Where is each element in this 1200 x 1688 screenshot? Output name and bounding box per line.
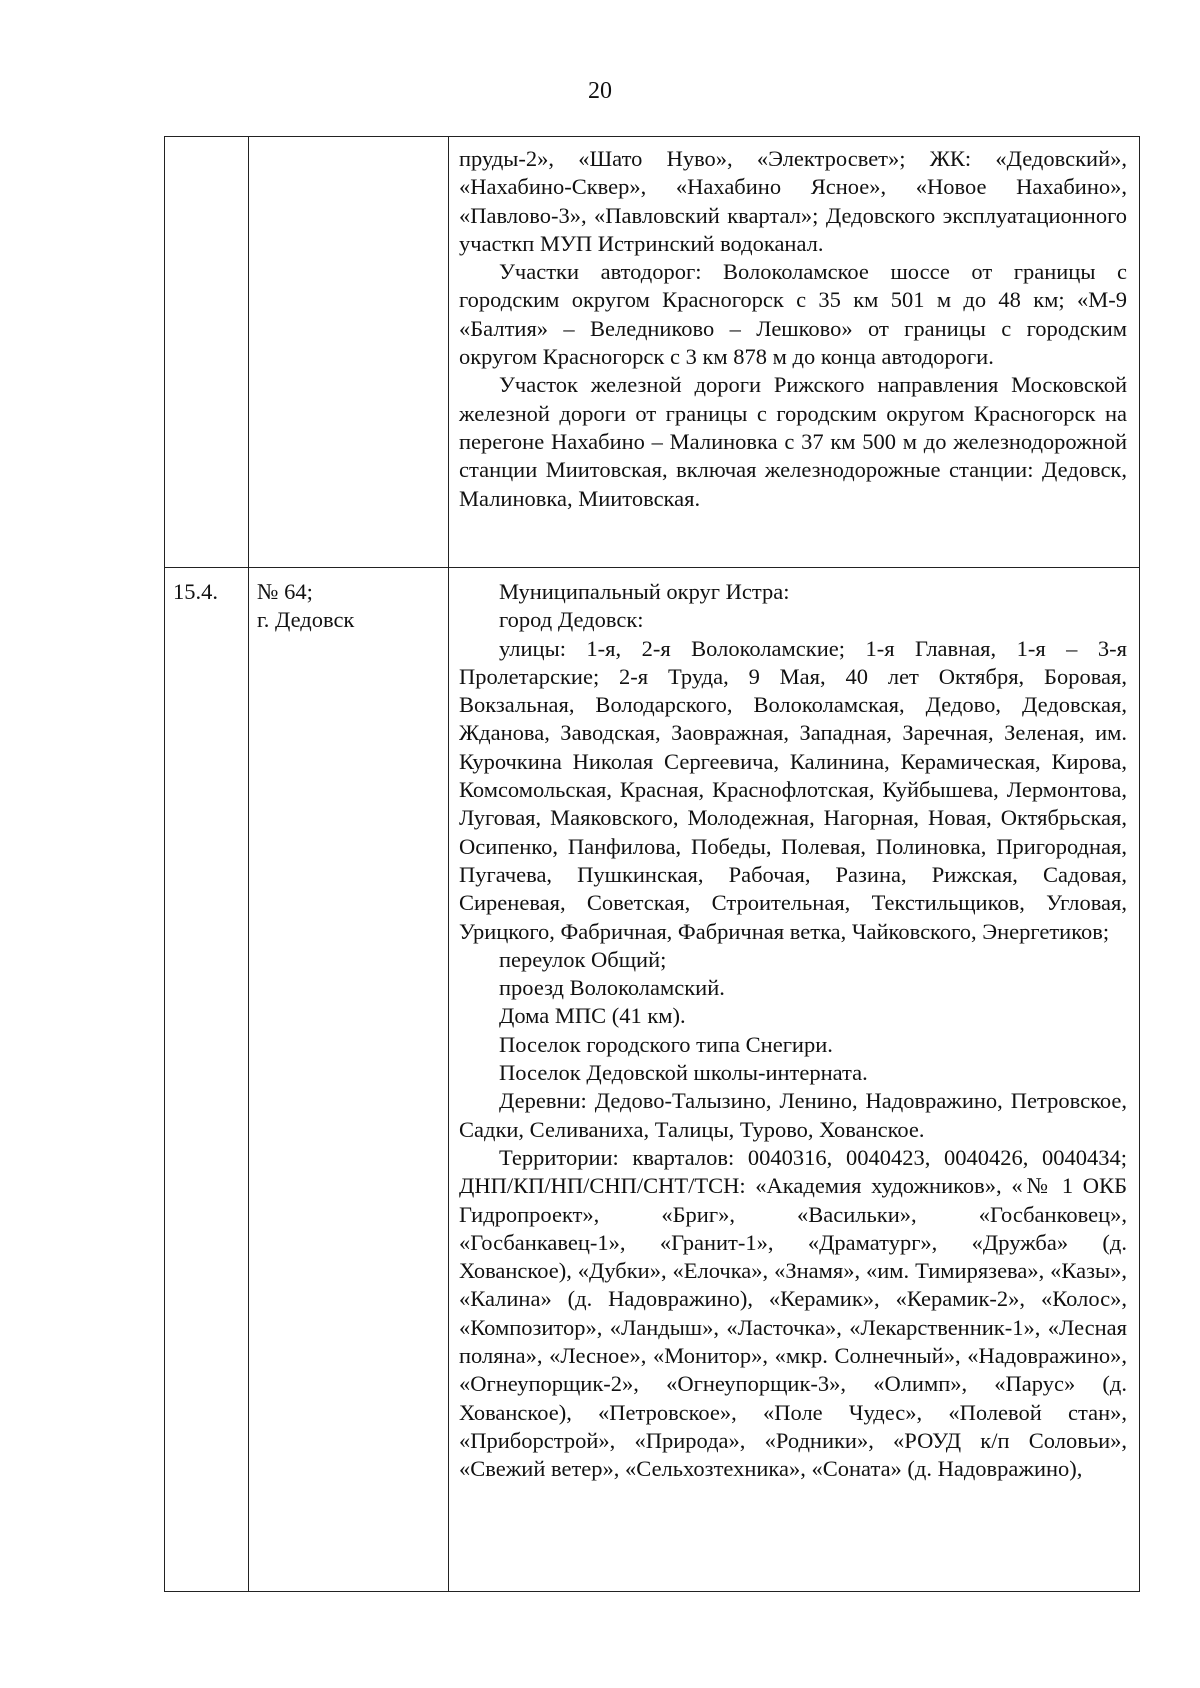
description-paragraph: проезд Волоколамский. (499, 975, 725, 1001)
description-paragraph: переулок Общий; (499, 946, 667, 972)
district-number: № 64; (257, 579, 313, 604)
description-paragraph: пруды-2», «Шато Нуво», «Электросвет»; ЖК: «Дедовский», «Нахабино-Сквер», «Нахабино Ясное», «Новое Нахабино», «Павлово-3», «Павловский квартал»; Дедовского эксплуатационного участкп МУП Истринский водоканал. (459, 146, 1127, 256)
description-paragraph: город Дедовск: (499, 607, 644, 633)
description-paragraph: улицы: 1-я, 2-я Волоколамские; 1-я Главная, 1-я – 3-я Пролетарские; 2-я Труда, 9 Мая, 40 лет Октября, Боровая, Вокзальная, Володарского, Волоколамская, Дедово, Дедовская, Жданова, Заводская, Заовражная, Западная, Заречная, Зеленая, им. Курочкина Николая Сергеевича, Калинина, Керамическая, Кирова, Комсомольская, Красная, Краснофлотская, Куйбышева, Лермонтова, Луговая, Маяковского, Молодежная, Нагорная, Новая, Октябрьская, Осипенко, Панфилова, Победы, Полевая, Полиновка, Пригородная, Пугачева, Пушкинская, Рабочая, Разина, Рижская, Садовая, Сиреневая, Советская, Строительная, Текстильщиков, Угловая, Урицкого, Фабричная, Фабричная ветка, Чайковского, Энергетиков; (459, 635, 1127, 944)
description-paragraph: Участки автодорог: Волоколамское шоссе от границы с городским округом Красногорск с 35 км 501 м до 48 км; «М-9 «Балтия» – Веледниково – Лешково» от границы с городским округом Красногорск с 3 км 878 м до конца автодороги. (459, 259, 1127, 370)
description-paragraph: Поселок городского типа Снегири. (499, 1031, 833, 1057)
description-paragraph: Деревни: Дедово-Талызино, Ленино, Надовражино, Петровское, Садки, Селиваниха, Талицы, Турово, Хованское. (459, 1088, 1127, 1142)
territory-description-cell (449, 137, 1140, 568)
description-paragraph: Муниципальный округ Истра: (499, 579, 790, 604)
description-paragraph: Дома МПС (41 км). (499, 1003, 686, 1029)
row-number-cell: 15.4. (165, 568, 249, 1592)
table-row-15-4 (165, 568, 1140, 1592)
district-name-cell (249, 137, 449, 568)
territory-description-cell (449, 568, 1140, 1592)
description-paragraph: Территории: кварталов: 0040316, 0040423, 0040426, 0040434; ДНП/КП/НП/СНП/СНТ/ТСН: «Академия художников», «№ 1 ОКБ Гидропроект», «Бриг», «Васильки», «Госбанковец», «Госбанкавец-1», «Гранит-1», «Драматург», «Дружба» (д. Хованское), «Дубки», «Елочка», «Знамя», «им. Тимирязева», «Казы», «Калина» (д. Надовражино), «Керамик», «Керамик-2», «Колос», «Композитор», «Ландыш», «Ласточка», «Лекарственник-1», «Лесная поляна», «Лесное», «Монитор», «мкр. Солнечный», «Надовражино», «Огнеупорщик-2», «Огнеупорщик-3», «Олимп», «Парус» (д. Хованское), «Петровское», «Поле Чудес», «Полевой стан», «Приборстрой», «Природа», «Родники», «РОУД к/п Соловьи», «Свежий ветер», «Сельхозтехника», «Соната» (д. Надовражино), (459, 1144, 1127, 1482)
description-paragraph: Участок железной дороги Рижского направления Московской железной дороги от границы с городским округом Красногорск на перегоне Нахабино – Малиновка с 37 км 500 м до железнодорожной станции Миитовская, включая железнодорожные станции: Дедовск, Малиновка, Миитовская. (459, 372, 1127, 511)
districts-table (164, 136, 1140, 1592)
description-paragraph: Поселок Дедовской школы-интерната. (499, 1060, 868, 1086)
table-row-continued (165, 137, 1140, 568)
district-name-cell (249, 568, 449, 1592)
district-city: г. Дедовск (257, 607, 355, 633)
row-number-cell (165, 137, 249, 568)
page-number: 20 (588, 78, 612, 104)
